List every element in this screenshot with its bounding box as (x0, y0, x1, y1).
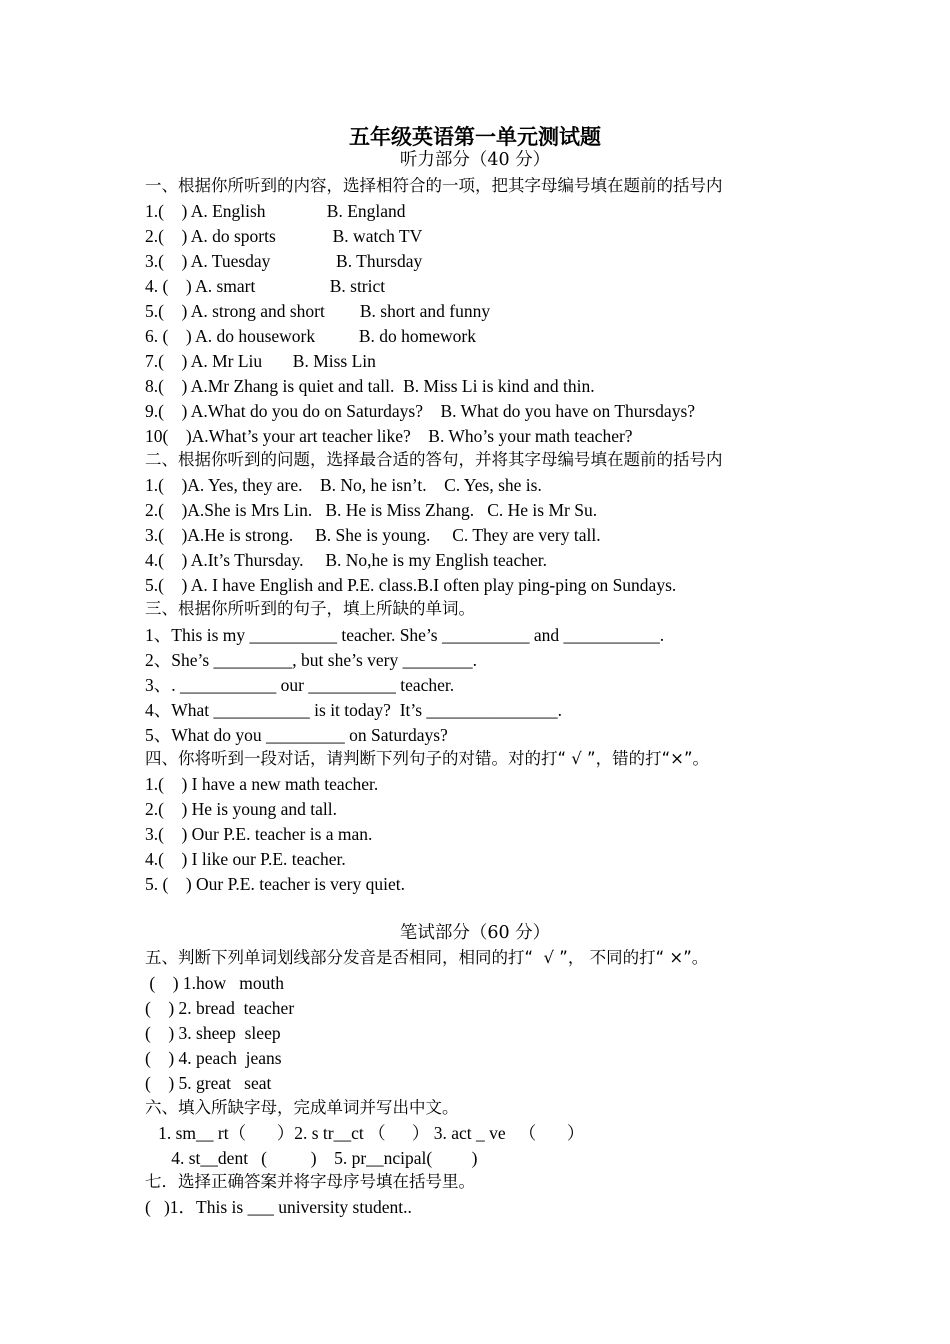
section5-item: ( ) 5. great seat (145, 1073, 272, 1093)
section6-item: 4. st__dent ( ) 5. pr__ncipal( ) (145, 1148, 478, 1168)
section5-item: ( ) 3. sheep sleep (145, 1023, 281, 1043)
section1-item: 7.( ) A. Mr Liu B. Miss Lin (145, 351, 376, 371)
section4-item: 4.( ) I like our P.E. teacher. (145, 849, 346, 869)
listening-heading: 听力部分（40 分） (399, 150, 551, 170)
section4-item: 5. ( ) Our P.E. teacher is very quiet. (145, 874, 405, 894)
section5-item: ( ) 4. peach jeans (145, 1048, 282, 1068)
section2-heading: 二、根据你听到的问题，选择最合适的答句，并将其字母编号填在题前的括号内 (145, 450, 723, 469)
section3-item: 1、This is my __________ teacher. She’s __________ and ___________. (145, 625, 665, 645)
section2-item: 2.( )A.She is Mrs Lin. B. He is Miss Zhang. C. He is Mr Su. (145, 500, 598, 520)
section7-heading: 七．选择正确答案并将字母序号填在括号里。 (145, 1172, 475, 1191)
section2-item: 4.( ) A.It’s Thursday. B. No,he is my English teacher. (145, 550, 547, 570)
section6-heading: 六、填入所缺字母，完成单词并写出中文。 (145, 1098, 459, 1117)
section1-item: 10( )A.What’s your art teacher like? B. Who’s your math teacher? (145, 426, 633, 446)
section1-heading: 一、根据你所听到的内容，选择相符合的一项，把其字母编号填在题前的括号内 (145, 176, 723, 195)
section1-item: 1.( ) A. English B. England (145, 201, 406, 221)
section3-item: 4、What ___________ is it today? It’s _______________. (145, 700, 563, 720)
section1-item: 8.( ) A.Mr Zhang is quiet and tall. B. Miss Li is kind and thin. (145, 376, 595, 396)
section6-item: 1. sm__ rt（ ）2. s tr__ct （ ） 3. act _ ve （ ） (145, 1123, 585, 1143)
section2-item: 5.( ) A. I have English and P.E. class.B.I often play ping-ping on Sundays. (145, 575, 677, 595)
section4-item: 2.( ) He is young and tall. (145, 799, 337, 819)
section3-heading: 三、根据你所听到的句子，填上所缺的单词。 (145, 599, 475, 618)
section5-heading: 五、判断下列单词划线部分发音是否相同，相同的打“ √ ”， 不同的打“ ×”。 (145, 948, 709, 967)
section1-item: 5.( ) A. strong and short B. short and funny (145, 301, 491, 321)
section1-item: 6. ( ) A. do housework B. do homework (145, 326, 477, 346)
section3-item: 3、. ___________ our __________ teacher. (145, 675, 455, 695)
section1-item: 9.( ) A.What do you do on Saturdays? B. What do you have on Thursdays? (145, 401, 696, 421)
page-title: 五年级英语第一单元测试题 (349, 124, 601, 149)
section4-heading: 四、你将听到一段对话，请判断下列句子的对错。对的打“ √ ”，错的打“×”。 (145, 749, 710, 768)
section2-item: 1.( )A. Yes, they are. B. No, he isn’t. C. Yes, she is. (145, 475, 542, 495)
written-heading: 笔试部分（60 分） (399, 923, 551, 943)
section3-item: 2、She’s _________, but she’s very ________. (145, 650, 478, 670)
section4-item: 3.( ) Our P.E. teacher is a man. (145, 824, 373, 844)
section1-item: 3.( ) A. Tuesday B. Thursday (145, 251, 423, 271)
section3-item: 5、What do you _________ on Saturdays? (145, 725, 448, 745)
section4-item: 1.( ) I have a new math teacher. (145, 774, 379, 794)
section2-item: 3.( )A.He is strong. B. She is young. C. They are very tall. (145, 525, 601, 545)
section5-item: ( ) 2. bread teacher (145, 998, 295, 1018)
section1-item: 2.( ) A. do sports B. watch TV (145, 226, 423, 246)
section7-item: ( )1．This is ___ university student.. (145, 1197, 412, 1217)
section1-item: 4. ( ) A. smart B. strict (145, 276, 386, 296)
section5-item: ( ) 1.how mouth (145, 973, 285, 993)
